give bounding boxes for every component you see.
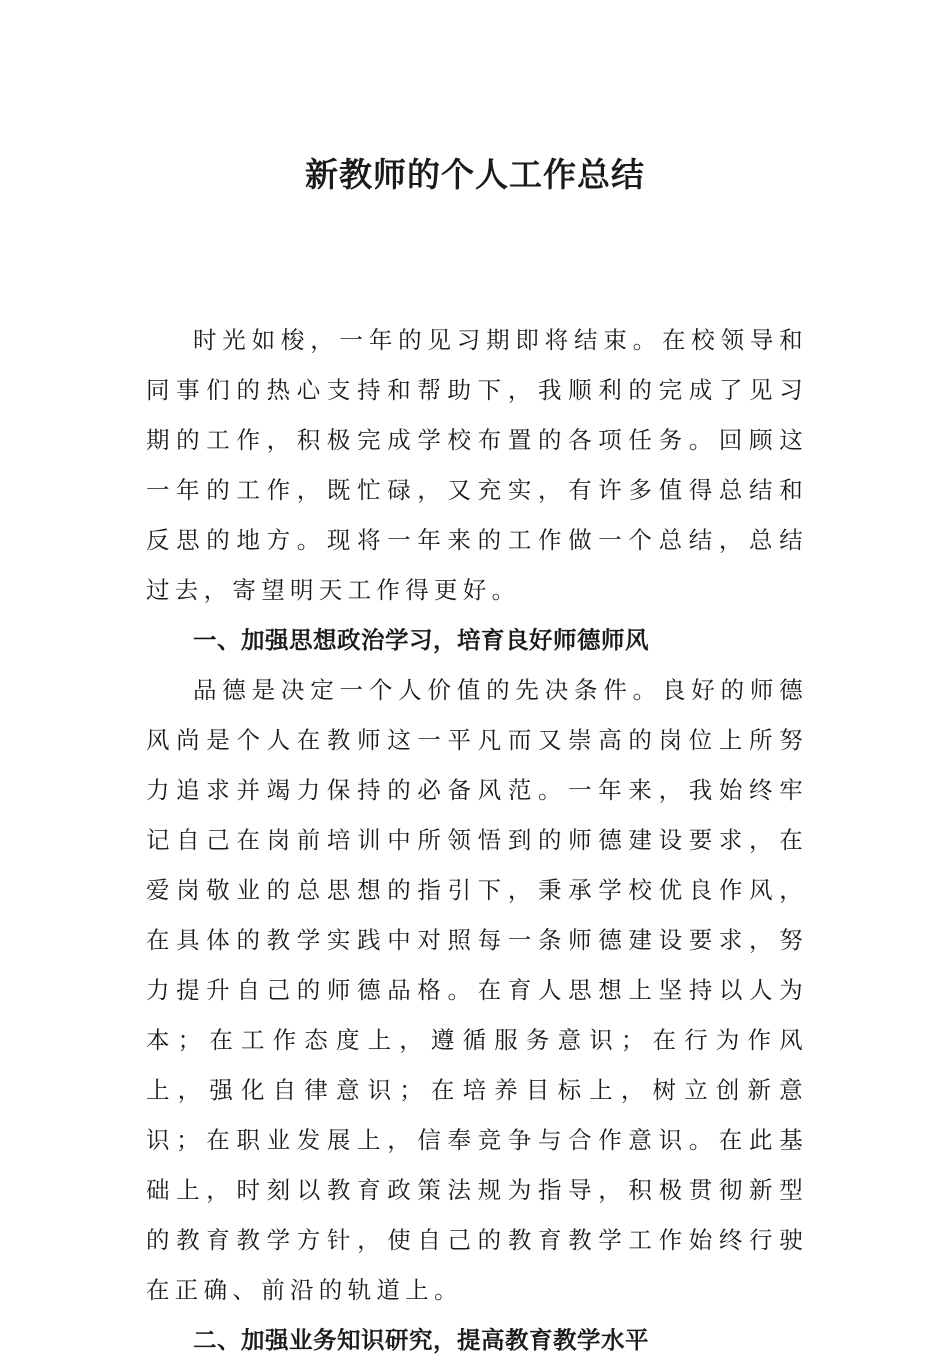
document-title: 新教师的个人工作总结 [305,155,645,194]
paragraph-intro: 时光如梭，一年的见习期即将结束。在校领导和同事们的热心支持和帮助下，我顺利的完成了见习期的工作，积极完成学校布置的各项任务。回顾这一年的工作，既忙碌，又充实，有许多值得总结和反思的地方。现将一年来的工作做一个总结，总结过去，寄望明天工作得更好。 [146,326,808,604]
document-body [146,315,808,1365]
section-heading-2: 二、加强业务知识研究，提高教育教学水平 [193,1326,649,1354]
paragraph-ethics: 品德是决定一个人价值的先决条件。良好的师德风尚是个人在教师这一平凡而又崇高的岗位上所努力追求并竭力保持的必备风范。一年来，我始终牢记自己在岗前培训中所领悟到的师德建设要求，在爱岗敬业的总思想的指引下，秉承学校优良作风，在具体的教学实践中对照每一条师德建设要求，努力提升自己的师德品格。在育人思想上坚持以人为本；在工作态度上，遵循服务意识；在行为作风上，强化自律意识；在培养目标上，树立创新意识；在职业发展上，信奉竞争与合作意识。在此基础上，时刻以教育政策法规为指导，积极贯彻新型的教育教学方针，使自己的教育教学工作始终行驶在正确、前沿的轨道上。 [146,676,808,1304]
section-heading-1: 一、加强思想政治学习，培育良好师德师风 [193,626,649,654]
